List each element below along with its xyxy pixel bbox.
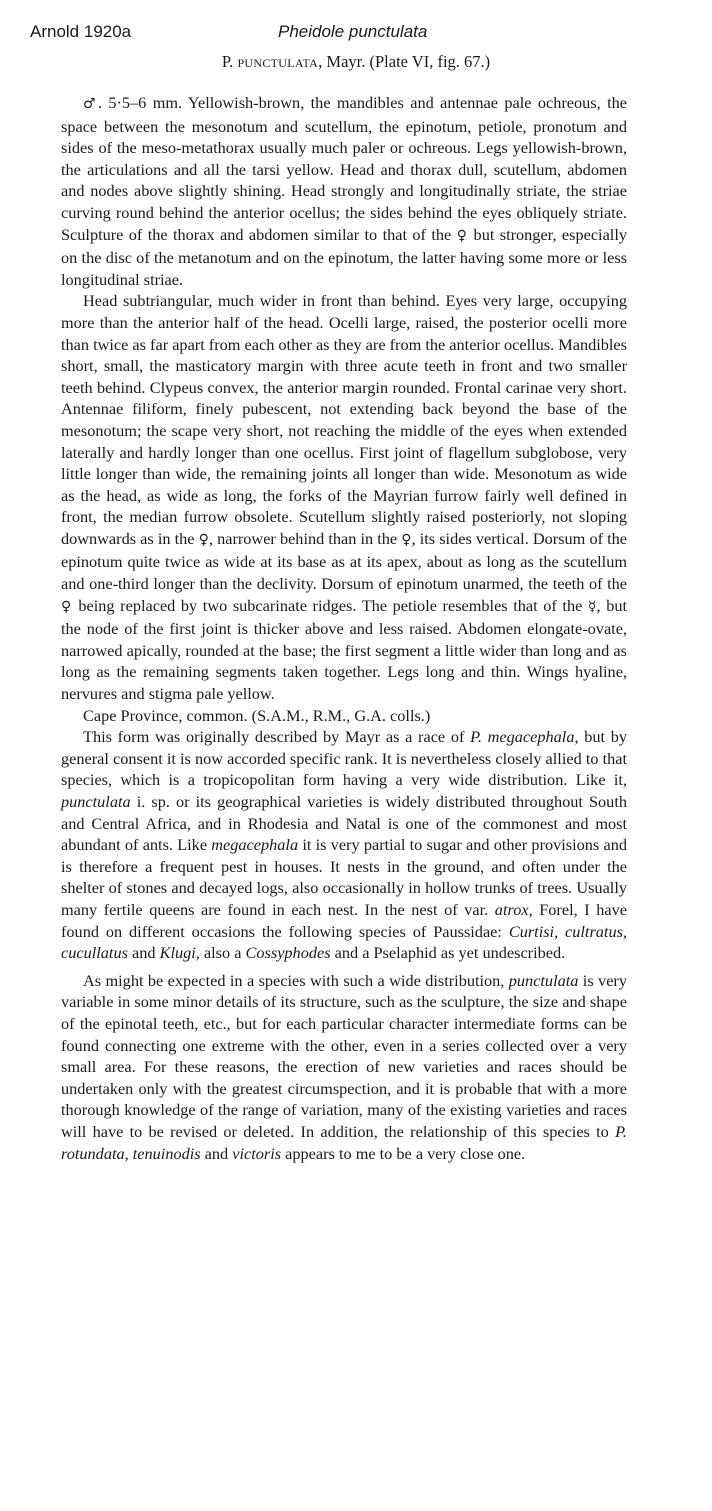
species-heading bbox=[0, 52, 712, 72]
female-symbol-icon: ♀ bbox=[456, 227, 469, 244]
male-symbol-icon: ♂ bbox=[83, 96, 98, 112]
article-body bbox=[61, 92, 627, 1164]
female-symbol-icon: ♀ bbox=[401, 531, 412, 548]
page-header bbox=[30, 22, 692, 46]
heading-authority: , Mayr. (Plate VI, fig. 67.) bbox=[318, 52, 491, 71]
remarks-paragraph: This form was originally described by Mayr as a race of P. megacephala, but by general consent it is now accorded specific rank. It is nevertheless closely allied to that species, which is a tropicopolitan form having a very wide distribution. Like it, punctulata i. sp. or its geographical varieties is widely distributed throughout South and Central Africa, and in Rhodesia and Natal is one of the commonest and most abundant of ants. Like megacephala it is very partial to sugar and other provisions and is therefore a frequent pest in houses. It nests in the ground, and often under the shelter of stones and decayed logs, also occasionally in hollow trunks of trees. Usually many fertile queens are found in each nest. In the nest of var. atrox, Forel, I have found on different occasions the following species of Paussidae: Curtisi, cultratus, cucullatus and Klugi, also a Cossyphodes and a Pselaphid as yet undescribed. bbox=[61, 727, 628, 963]
heading-species: punctulata bbox=[237, 52, 319, 71]
heading-genus: P. bbox=[221, 52, 234, 71]
male-description-paragraph: ♂. 5·5–6 mm. Yellowish-brown, the mandibles and antennae pale ochreous, the space between the mesonotum and scutellum, the epinotum, petiole, pronotum and sides of the meso-metathorax usually much paler or ochreous. Legs yellowish-brown, the articulations and all the tarsi yellow. Head and thorax dull, scutellum, abdomen and nodes above slightly shining. Head strongly and longitudinally striate, the striae curving round behind the anterior ocellus; the sides behind the eyes obliquely striate. Sculpture of the thorax and abdomen similar to that of the ♀ but stronger, especially on the disc of the metanotum and on the epinotum, the latter having some more or less longitudinal striae. bbox=[61, 93, 627, 289]
female-symbol-icon: ♀ bbox=[61, 598, 73, 615]
variability-paragraph: As might be expected in a species with such a wide distribution, punctulata is very variable in some minor details of its structure, such as the sculpture, the size and shape of the epinotal teeth, etc., but for each particular character intermediate forms can be found connecting one extreme with the other, even in a series collected over a very small area. For these reasons, the erection of new varieties and races should be undertaken only with the greatest circumspection, and it is probable that with a more thorough knowledge of the range of variation, many of the existing varieties and races will have to be revised or deleted. In addition, the relationship of this species to P. rotundata, tenuinodis and victoris appears to me to be a very close one. bbox=[61, 970, 627, 1163]
head-description-paragraph: Head subtriangular, much wider in front than behind. Eyes very large, occupying more than the anterior half of the head. Ocelli large, raised, the posterior ocelli more than twice as far apart from each other as they are from the anterior ocellus. Mandibles short, small, the masticatory margin with three acute teeth in front and two smaller teeth behind. Clypeus convex, the anterior margin rounded. Frontal carinae very short. Antennae filiform, finely pubescent, not extending back beyond the base of the mesonotum; the scape very short, not reaching the middle of the eyes when extended laterally and hardly longer than one ocellus. First joint of flagellum subglobose, very little longer than wide, the remaining joints all longer than wide. Mesonotum as wide as the head, as wide as long, the forks of the Mayrian furrow fairly well defined in front, the median furrow obsolete. Scutellum slightly raised posteriorly, not sloping downwards as in the ♀, narrower behind than in the ♀, its sides vertical. Dorsum of the epinotum quite twice as wide at its base as at its apex, about as long as the scutellum and one-third longer than the declivity. Dorsum of epinotum unarmed, the teeth of the ♀ being replaced by two subcarinate ridges. The petiole resembles that of the ☿, but the node of the first joint is thicker above and less raised. Abdomen elongate-ovate, narrowed apically, rounded at the base; the first segment a little wider than long and as long as the remaining segments taken together. Legs long and thin. Wings hyaline, nervures and stigma pale yellow. bbox=[61, 291, 627, 704]
header-citation: Arnold 1920a bbox=[30, 22, 132, 41]
worker-symbol-icon: ☿ bbox=[587, 598, 597, 615]
female-symbol-icon: ♀ bbox=[198, 531, 209, 548]
header-taxon: Pheidole punctulata bbox=[278, 22, 428, 41]
locality-paragraph: Cape Province, common. (S.A.M., R.M., G.A. colls.) bbox=[83, 705, 431, 725]
